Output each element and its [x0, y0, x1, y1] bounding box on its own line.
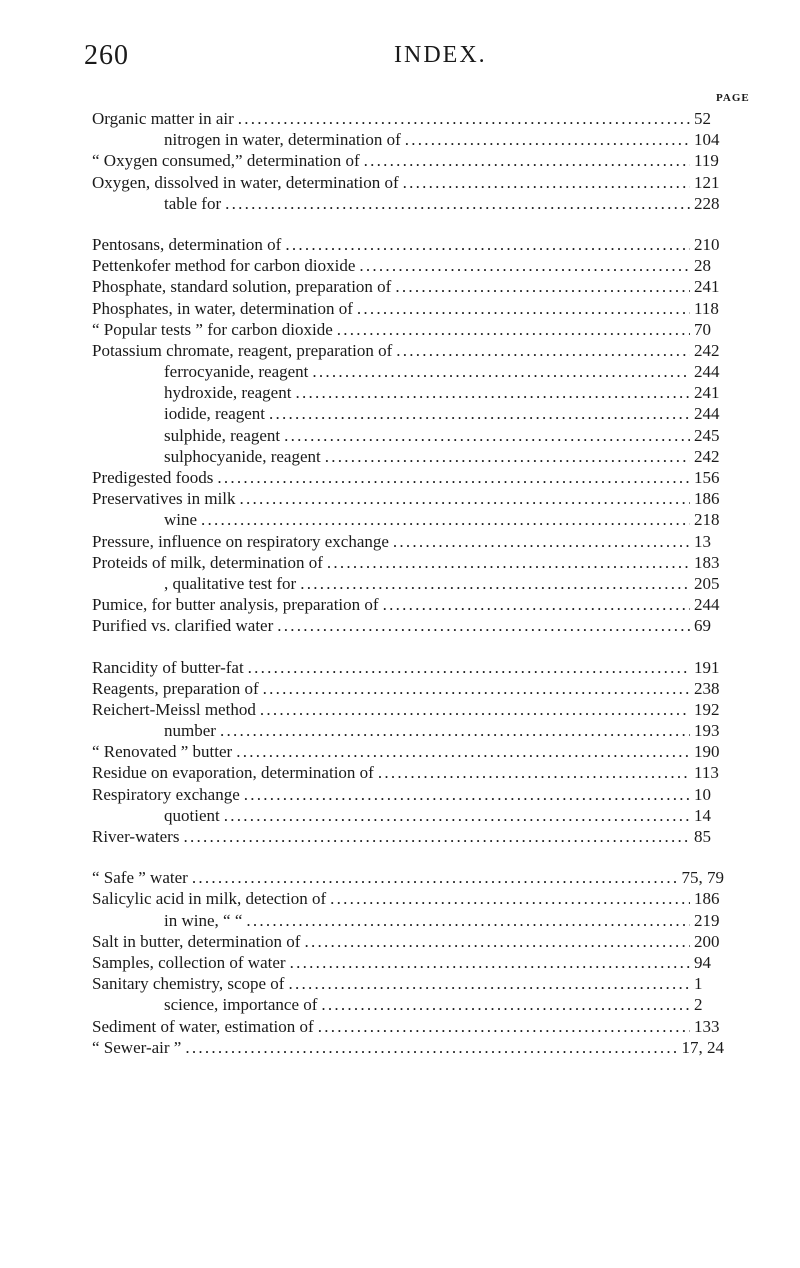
entry-page: 242 [694, 446, 720, 466]
index-entry [92, 319, 724, 340]
leader-dots [240, 488, 690, 509]
entry-text: ferrocyanide, reagent [164, 362, 309, 382]
entry-text: Pressure, influence on respiratory exchange [92, 531, 389, 551]
entry-page: 210 [694, 234, 720, 254]
entry-text: Residue on evaporation, determination of [92, 763, 374, 783]
entry-page: 186 [694, 889, 720, 909]
leader-dots [288, 973, 690, 994]
leader-dots [244, 784, 690, 805]
leader-dots [357, 298, 690, 319]
entry-page: 52 [694, 109, 711, 128]
index-entry [92, 784, 724, 805]
entry-page: 190 [694, 742, 720, 762]
index-entry [92, 1037, 724, 1058]
index-entry [92, 910, 724, 931]
entry-text: Oxygen, dissolved in water, determination of [92, 172, 399, 192]
leader-dots [236, 741, 690, 762]
entry-text: Purified vs. clarified water [92, 616, 274, 636]
entry-text: Predigested foods [92, 468, 214, 487]
index-entry [92, 488, 724, 509]
index-entry [92, 573, 724, 594]
entry-text: Reagents, preparation of [92, 678, 259, 698]
index-list [92, 108, 724, 1058]
index-entry [92, 657, 724, 678]
leader-dots [321, 994, 690, 1015]
entry-text: science, importance of [164, 995, 318, 1015]
entry-text: sulphocyanide, reagent [164, 446, 321, 466]
leader-dots [238, 108, 690, 129]
entry-text: Samples, collection of water [92, 952, 286, 972]
leader-dots [405, 129, 690, 150]
index-entry [92, 552, 724, 573]
entry-page: 244 [694, 404, 720, 424]
entry-text: Phosphate, standard solution, preparation of [92, 277, 392, 297]
leader-dots [300, 573, 690, 594]
entry-text: hydroxide, reagent [164, 383, 292, 403]
index-entry [92, 172, 724, 193]
leader-dots [277, 615, 690, 636]
index-entry [92, 826, 724, 847]
entry-text: number [164, 721, 216, 741]
entry-page: 14 [694, 805, 711, 825]
entry-page: 13 [694, 531, 711, 551]
entry-text: Sediment of water, estimation of [92, 1016, 314, 1036]
index-entry [92, 298, 724, 319]
entry-text: Phosphates, in water, determination of [92, 298, 353, 318]
index-entry [92, 361, 724, 382]
leader-dots [295, 382, 690, 403]
index-entry [92, 382, 724, 403]
entry-page: 156 [694, 468, 720, 487]
leader-dots [185, 1037, 677, 1058]
entry-text: quotient [164, 805, 220, 825]
index-entry [92, 952, 724, 973]
leader-dots [192, 867, 678, 888]
leader-dots [248, 657, 690, 678]
running-title: INDEX. [394, 42, 487, 68]
leader-dots [304, 931, 690, 952]
index-entry [92, 340, 724, 361]
entry-page: 10 [694, 784, 711, 804]
index-entry [92, 805, 724, 826]
leader-dots [217, 467, 690, 488]
entry-page: 228 [694, 193, 720, 213]
leader-dots [393, 531, 690, 552]
entry-page: 219 [694, 910, 720, 930]
leader-dots [183, 826, 690, 847]
entry-text: Potassium chromate, reagent, preparation of [92, 340, 393, 360]
entry-text: , qualitative test for [164, 573, 297, 593]
entry-page: 200 [694, 931, 720, 951]
section-gap [92, 214, 724, 234]
entry-page: 244 [694, 362, 720, 382]
leader-dots [359, 255, 690, 276]
leader-dots [327, 552, 690, 573]
leader-dots [260, 699, 690, 720]
leader-dots [337, 319, 690, 340]
leader-dots [396, 340, 690, 361]
leader-dots [224, 805, 690, 826]
entry-page: 94 [694, 952, 711, 972]
entry-text: “ Safe ” water [92, 868, 188, 888]
leader-dots [325, 446, 690, 467]
section-gap [92, 637, 724, 657]
index-entry [92, 678, 724, 699]
index-entry [92, 762, 724, 783]
index-entry [92, 193, 724, 214]
entry-page: 244 [694, 595, 720, 615]
leader-dots [246, 910, 690, 931]
entry-text: nitrogen in water, determination of [164, 130, 401, 150]
index-entry [92, 867, 724, 888]
page-column-label: PAGE [716, 92, 750, 104]
entry-text: Proteids of milk, determination of [92, 552, 323, 572]
index-entry [92, 150, 724, 171]
entry-page: 193 [694, 721, 720, 741]
leader-dots [383, 594, 690, 615]
entry-text: “ Oxygen consumed,” determination of [92, 151, 360, 171]
leader-dots [395, 276, 690, 297]
page-header [84, 40, 724, 76]
index-entry [92, 720, 724, 741]
leader-dots [403, 172, 690, 193]
entry-page: 104 [694, 130, 720, 150]
entry-page: 2 [694, 995, 703, 1015]
entry-page: 1 [694, 974, 703, 994]
leader-dots [225, 193, 690, 214]
index-entry [92, 509, 724, 530]
entry-text: Preservatives in milk [92, 489, 236, 509]
entry-page: 70 [694, 319, 711, 339]
entry-text: sulphide, reagent [164, 425, 281, 445]
entry-page: 191 [694, 657, 720, 677]
entry-text: iodide, reagent [164, 404, 266, 424]
index-entry [92, 276, 724, 297]
entry-text: Pettenkofer method for carbon dioxide [92, 256, 356, 276]
leader-dots [220, 720, 690, 741]
leader-dots [312, 361, 690, 382]
leader-dots [284, 425, 690, 446]
leader-dots [364, 150, 690, 171]
entry-page: 75, 79 [681, 868, 724, 888]
index-entry [92, 255, 724, 276]
entry-page: 121 [694, 172, 720, 192]
entry-text: Salicylic acid in milk, detection of [92, 889, 327, 909]
index-entry [92, 973, 724, 994]
leader-dots [263, 678, 690, 699]
entry-text: Organic matter in air [92, 109, 234, 128]
index-entry [92, 531, 724, 552]
index-entry [92, 1016, 724, 1037]
leader-dots [269, 403, 690, 424]
index-entry [92, 425, 724, 446]
entry-page: 205 [694, 573, 720, 593]
index-entry [92, 467, 724, 488]
leader-dots [318, 1016, 690, 1037]
index-entry [92, 594, 724, 615]
entry-page: 241 [694, 383, 720, 403]
entry-page: 218 [694, 510, 720, 530]
entry-page: 186 [694, 489, 720, 509]
entry-page: 113 [694, 763, 719, 783]
entry-text: Reichert-Meissl method [92, 699, 256, 719]
entry-page: 192 [694, 699, 720, 719]
index-entry [92, 446, 724, 467]
entry-page: 133 [694, 1016, 720, 1036]
entry-text: Rancidity of butter-fat [92, 657, 244, 677]
entry-page: 245 [694, 425, 720, 445]
entry-page: 85 [694, 827, 711, 846]
entry-text: “ Renovated ” butter [92, 742, 233, 762]
entry-text: “ Sewer-air ” [92, 1037, 182, 1057]
index-entry [92, 931, 724, 952]
entry-page: 242 [694, 340, 720, 360]
section-gap [92, 847, 724, 867]
entry-text: River-waters [92, 827, 180, 846]
entry-text: in wine, “ “ [164, 910, 243, 930]
page-number: 260 [84, 40, 129, 71]
entry-text: Sanitary chemistry, scope of [92, 974, 285, 994]
entry-text: Pumice, for butter analysis, preparation of [92, 595, 379, 615]
entry-page: 28 [694, 256, 711, 276]
index-entry [92, 994, 724, 1015]
entry-page: 183 [694, 552, 720, 572]
entry-text: wine [164, 510, 198, 530]
entry-text: Respiratory exchange [92, 784, 240, 804]
entry-text: table for [164, 193, 222, 213]
index-entry [92, 234, 724, 255]
index-entry [92, 403, 724, 424]
entry-page: 118 [694, 298, 719, 318]
entry-page: 17, 24 [681, 1037, 724, 1057]
index-entry [92, 615, 724, 636]
entry-page: 69 [694, 616, 711, 636]
leader-dots [378, 762, 690, 783]
index-entry [92, 108, 724, 129]
index-entry [92, 129, 724, 150]
entry-page: 238 [694, 678, 720, 698]
index-entry [92, 888, 724, 909]
leader-dots [330, 888, 690, 909]
index-entry [92, 741, 724, 762]
leader-dots [290, 952, 690, 973]
entry-text: Salt in butter, determination of [92, 931, 301, 951]
leader-dots [285, 234, 690, 255]
entry-page: 119 [694, 151, 719, 171]
entry-text: “ Popular tests ” for carbon dioxide [92, 319, 333, 339]
entry-page: 241 [694, 277, 720, 297]
entry-text: Pentosans, determination of [92, 234, 282, 254]
leader-dots [201, 509, 690, 530]
index-entry [92, 699, 724, 720]
